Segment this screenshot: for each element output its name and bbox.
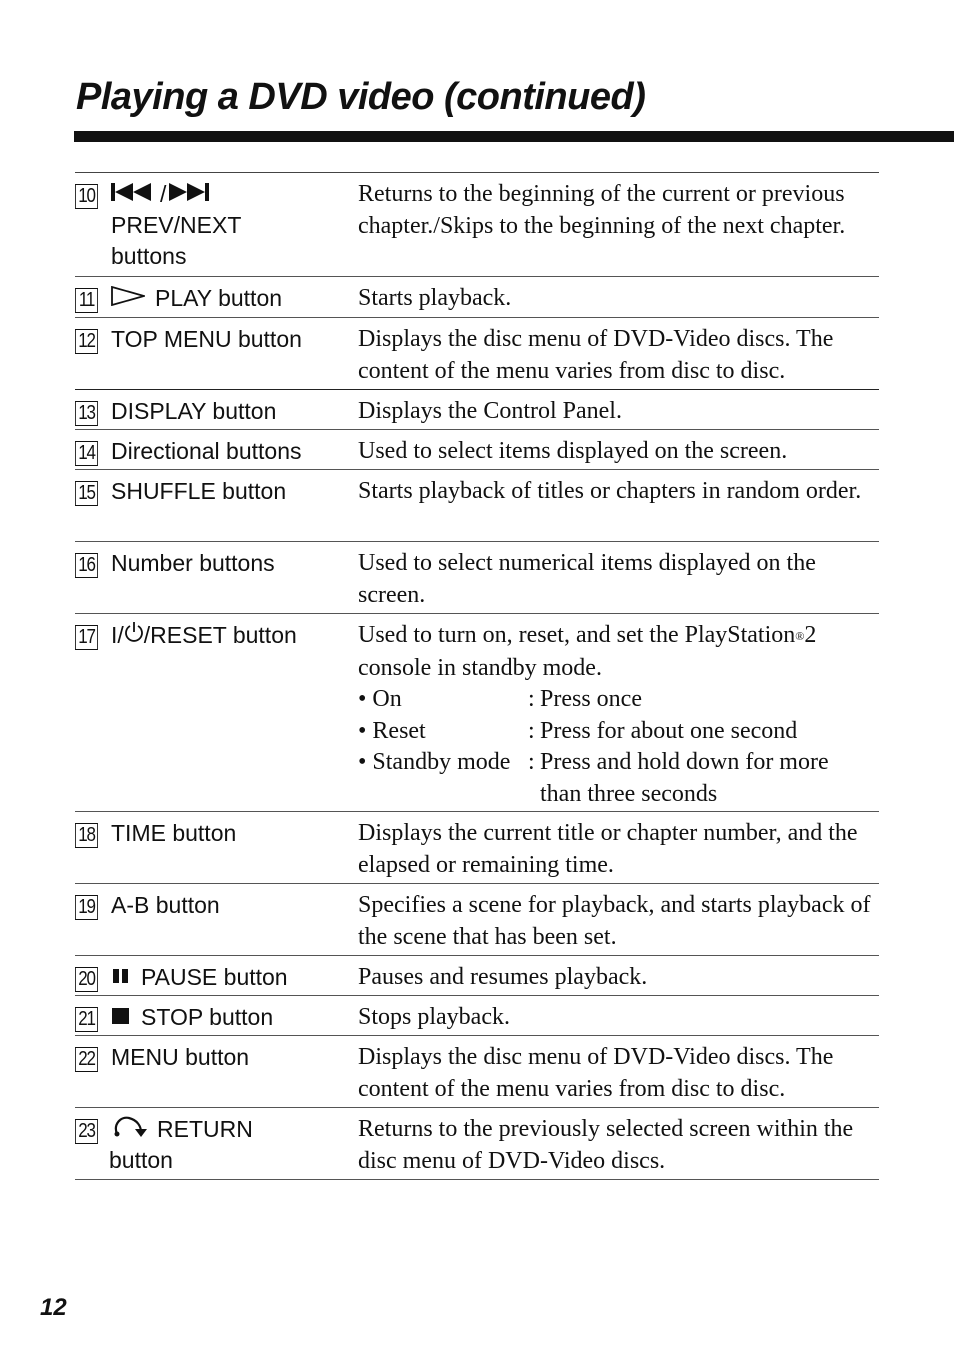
pause-icon	[111, 962, 131, 993]
table-row	[75, 542, 879, 614]
item-description: Used to turn on, reset, and set the PlayStation®2 console in standby mode. • On : Press once • Reset : Press for about one second • Standby mode : Press and hold down for more than three seconds	[358, 620, 879, 811]
item-number: 10	[75, 184, 98, 209]
item-number: 22	[75, 1047, 98, 1072]
item-label: PLAY button	[155, 285, 283, 311]
table-row	[75, 430, 879, 470]
item-label: MENU button	[111, 1044, 250, 1070]
stop-icon	[111, 1002, 131, 1033]
item-description: Displays the current title or chapter number, and the elapsed or remaining time.	[358, 820, 858, 878]
item-description: Returns to the beginning of the current or previous chapter./Skips to the beginning of the next chapter.	[358, 181, 846, 239]
table-row	[75, 1108, 879, 1180]
play-icon	[111, 283, 145, 314]
item-label: TOP MENU button	[111, 326, 302, 352]
item-description: Displays the Control Panel.	[358, 398, 622, 424]
item-label: STOP button	[141, 1004, 274, 1030]
item-label: TIME button	[111, 820, 237, 846]
item-number: 15	[75, 481, 98, 506]
item-description: Displays the disc menu of DVD-Video discs. The content of the menu varies from disc to disc.	[358, 326, 834, 384]
item-label: RETURN button	[111, 1114, 358, 1176]
item-number: 12	[75, 329, 98, 354]
item-label: A-B button	[111, 892, 220, 918]
table-row	[75, 812, 879, 884]
table-row	[75, 390, 879, 430]
next-icon	[167, 179, 215, 210]
table-row	[75, 614, 879, 812]
table-row	[75, 996, 879, 1036]
item-label: Directional buttons	[111, 438, 302, 464]
button-description-table	[75, 172, 879, 1180]
item-number: 23	[75, 1119, 98, 1144]
table-row	[75, 173, 879, 277]
item-label: / PREV/NEXT buttons	[111, 181, 242, 269]
item-number: 13	[75, 401, 98, 426]
table-row	[75, 1036, 879, 1108]
prev-icon	[111, 179, 159, 210]
item-description: Returns to the previously selected screen within the disc menu of DVD-Video discs.	[358, 1116, 854, 1174]
item-description: Starts playback of titles or chapters in random order.	[358, 478, 862, 504]
item-number: 14	[75, 441, 98, 466]
item-number: 11	[75, 288, 98, 313]
item-description: Used to select numerical items displayed on the screen.	[358, 550, 816, 608]
table-row	[75, 318, 879, 390]
table-row	[75, 956, 879, 996]
item-description: Used to select items displayed on the screen.	[358, 438, 788, 464]
page-number: 12	[40, 1294, 67, 1321]
item-label: SHUFFLE button	[111, 478, 287, 504]
item-description: Pauses and resumes playback.	[358, 964, 648, 990]
list-item: • On : Press once	[358, 686, 642, 712]
item-number: 17	[75, 625, 98, 650]
item-number: 16	[75, 553, 98, 578]
table-row	[75, 470, 879, 542]
list-item: • Standby mode : Press and hold down for more than three seconds	[358, 749, 829, 807]
table-row	[75, 884, 879, 956]
item-label: PAUSE button	[141, 964, 288, 990]
item-label: Number buttons	[111, 550, 275, 576]
item-label: DISPLAY button	[111, 398, 277, 424]
item-description: Starts playback.	[358, 285, 512, 311]
item-description: Displays the disc menu of DVD-Video discs. The content of the menu varies from disc to disc.	[358, 1044, 834, 1102]
power-icon	[124, 620, 144, 651]
list-item: • Reset : Press for about one second	[358, 717, 798, 744]
item-number: 18	[75, 823, 98, 848]
item-description: Specifies a scene for playback, and starts playback of the scene that has been set.	[358, 892, 871, 950]
item-number: 20	[75, 967, 98, 992]
item-description: Stops playback.	[358, 1004, 510, 1030]
item-number: 21	[75, 1007, 98, 1032]
page-title: Playing a DVD video (continued)	[76, 76, 646, 118]
return-icon	[111, 1114, 149, 1146]
title-rule	[74, 131, 954, 142]
item-label: I/ /RESET button	[111, 620, 358, 651]
table-row	[75, 277, 879, 318]
item-number: 19	[75, 895, 98, 920]
